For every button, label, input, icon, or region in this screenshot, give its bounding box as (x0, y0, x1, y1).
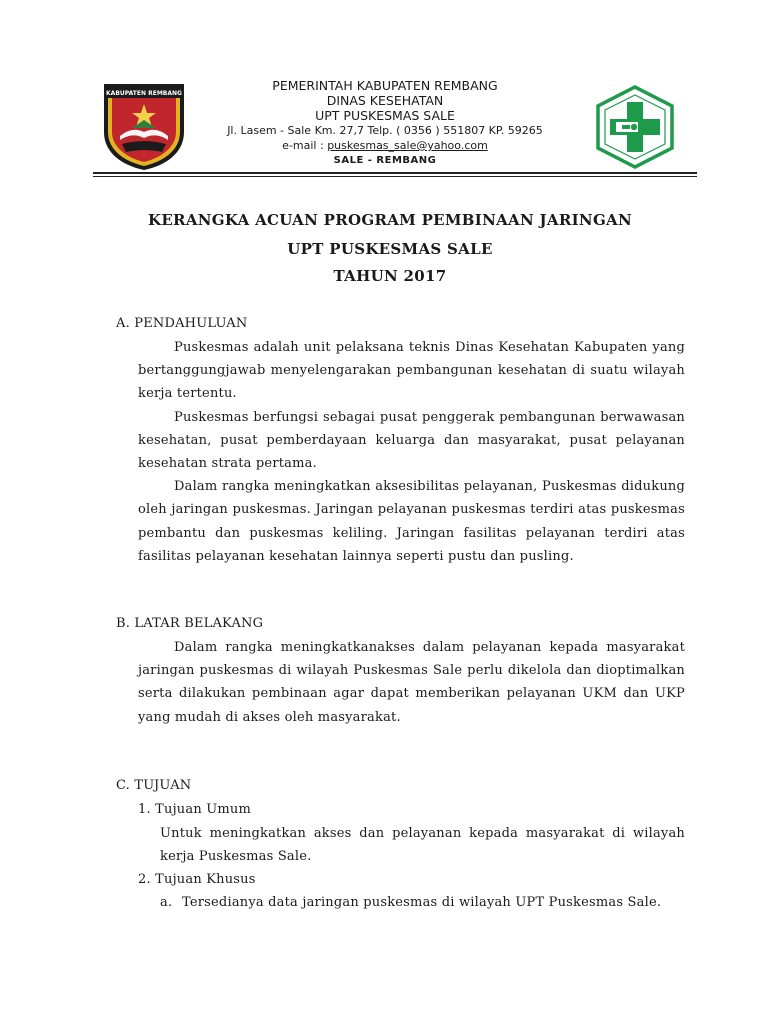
document-title-line-1: KERANGKA ACUAN PROGRAM PEMBINAAN JARINGAN (147, 211, 633, 229)
document-title-line-2: UPT PUSKESMAS SALE (287, 240, 493, 258)
government-name: PEMERINTAH KABUPATEN REMBANG (272, 78, 498, 93)
tujuan-umum-text: Untuk meningkatkan akses dan pelayanan kepada masyarakat di wilayah kerja Puskesmas Sale. (160, 826, 685, 865)
section-a-heading: A. PENDAHULUAN (116, 316, 248, 331)
section-b-heading: B. LATAR BELAKANG (116, 616, 264, 631)
emblem-text: KABUPATEN REMBANG (106, 90, 182, 97)
kabupaten-rembang-emblem-icon (98, 80, 190, 172)
section-a-body (138, 336, 685, 568)
document-title-line-3: TAHUN 2017 (333, 267, 447, 285)
section-b-body (138, 636, 685, 729)
tujuan-umum-label: 1. Tujuan Umum (138, 802, 252, 817)
tujuan-khusus-item-a-text: Tersedianya data jaringan puskesmas di wilayah UPT Puskesmas Sale. (182, 895, 662, 910)
email-line: e-mail : puskesmas_sale@yahoo.com (282, 139, 488, 152)
department-name: DINAS KESEHATAN (326, 93, 444, 108)
letterhead (200, 78, 570, 168)
section-c-heading: C. TUJUAN (116, 778, 192, 793)
section-a-paragraph-2: Puskesmas berfungsi sebagai pusat penggerak pembangunan berwawasan kesehatan, pusat pemberdayaan keluarga dan masyarakat, pusat pelayanan kesehatan strata pertama. (138, 409, 685, 472)
city-line: SALE - REMBANG (333, 155, 437, 166)
section-a-paragraph-3: Dalam rangka meningkatkan aksesibilitas pelayanan, Puskesmas didukung oleh jaringan puskesmas. Jaringan pelayanan puskesmas terdiri atas puskesmas pembantu dan puskesmas keliling. Jaringan fasilitas pelayanan terdiri atas fasilitas pelayanan kesehatan lainnya seperti pustu dan pusling. (138, 479, 685, 564)
tujuan-khusus-label: 2. Tujuan Khusus (138, 872, 256, 887)
header-rule-thick (93, 172, 697, 174)
email-link[interactable]: puskesmas_sale@yahoo.com (327, 139, 488, 152)
tujuan-khusus-item-a-marker: a. (160, 895, 173, 910)
puskesmas-cross-logo-icon (592, 84, 678, 170)
institution-name: UPT PUSKESMAS SALE (315, 108, 455, 123)
header-rule-thin (93, 176, 697, 177)
address-line: Jl. Lasem - Sale Km. 27,7 Telp. ( 0356 ) 551807 KP. 59265 (227, 124, 543, 137)
section-a-paragraph-1: Puskesmas adalah unit pelaksana teknis Dinas Kesehatan Kabupaten yang bertanggungjawab menyelengarakan pembangunan kesehatan di suatu wilayah kerja tertentu. (138, 340, 685, 402)
section-b-paragraph-1: Dalam rangka meningkatkanakses dalam pelayanan kepada masyarakat jaringan puskesmas di wilayah Puskesmas Sale perlu dikelola dan dioptimalkan serta dilakukan pembinaan agar dapat memberikan pelayanan UKM dan UKP yang mudah di akses oleh masyarakat. (138, 640, 685, 725)
